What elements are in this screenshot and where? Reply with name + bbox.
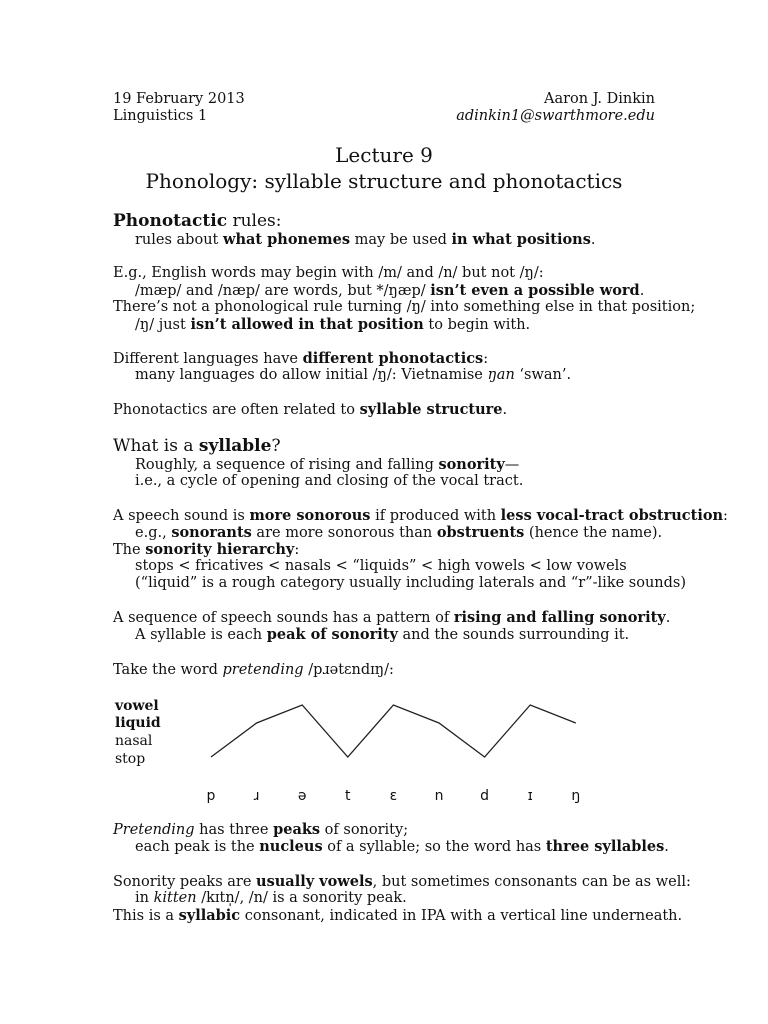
syllable-definition: Roughly, a sequence of rising and falling sonority—	[135, 456, 520, 473]
no-rule-line: There’s not a phonological rule turning /ŋ/ into something else in that position;	[113, 299, 696, 315]
hierarchy-heading: The sonority hierarchy:	[113, 541, 300, 558]
x-label-segment: ɛ	[389, 788, 398, 804]
lecture-topic: Phonology: syllable structure and phonotactics	[145, 169, 623, 193]
lecture-number: Lecture 9	[335, 143, 433, 167]
sonorous-definition: A speech sound is more sonorous if produced with less vocal-tract obstruction:	[113, 507, 728, 524]
peak-line: A syllable is each peak of sonority and the sounds surrounding it.	[135, 626, 630, 643]
sequence-line: A sequence of speech sounds has a pattern of rising and falling sonority.	[113, 609, 671, 626]
header-email: adinkin1@swarthmore.edu	[456, 108, 655, 124]
header-author: Aaron J. Dinkin	[544, 91, 655, 107]
x-label-segment: ə	[297, 788, 307, 804]
hierarchy-line: stops < fricatives < nasals < “liquids” < high vowels < low vowels	[135, 558, 627, 574]
y-label-nasal: nasal	[115, 733, 153, 749]
x-label-segment: n	[434, 788, 444, 804]
header-course: Linguistics 1	[113, 108, 208, 124]
nucleus-line: each peak is the nucleus of a syllable; so the word has three syllables.	[135, 838, 669, 855]
y-label-stop: stop	[115, 751, 146, 767]
not-allowed-line: /ŋ/ just isn’t allowed in that position to begin with.	[135, 316, 531, 333]
section-heading-syllable: What is a syllable?	[113, 436, 281, 456]
y-label-liquid: liquid	[115, 715, 161, 731]
different-languages-line: Different languages have different phonotactics:	[113, 350, 489, 367]
x-label-segment: ŋ	[571, 788, 581, 804]
sonority-line	[211, 705, 576, 757]
liquid-note: (“liquid” is a rough category usually including laterals and “r”-like sounds)	[135, 575, 687, 591]
x-label-segment: ɹ	[253, 788, 260, 804]
vietnamese-example: many languages do allow initial /ŋ/: Vietnamise ŋan ‘swan’.	[135, 367, 572, 383]
vocal-tract-line: i.e., a cycle of opening and closing of the vocal tract.	[135, 473, 524, 489]
kitten-example: in kitten /kɪtn̩/, /n/ is a sonority peak.	[135, 890, 407, 906]
x-label-segment: d	[480, 788, 490, 804]
phonotactic-definition: rules about what phonemes may be used in what positions.	[135, 231, 596, 248]
syllable-structure-line: Phonotactics are often related to syllable structure.	[113, 401, 508, 418]
three-peaks-line: Pretending has three peaks of sonority;	[113, 821, 409, 838]
section-heading-phonotactic: Phonotactic rules:	[113, 211, 282, 231]
usually-vowels-line: Sonority peaks are usually vowels, but sometimes consonants can be as well:	[113, 873, 691, 890]
x-label-segment: ɪ	[527, 788, 533, 804]
x-label-segment: t	[345, 788, 351, 804]
y-label-vowel: vowel	[115, 698, 159, 714]
sonorants-example: e.g., sonorants are more sonorous than obstruents (hence the name).	[135, 524, 663, 541]
header-date: 19 February 2013	[113, 91, 245, 107]
syllabic-consonant-line: This is a syllabic consonant, indicated in IPA with a vertical line underneath.	[113, 907, 683, 924]
take-word-line: Take the word pretending /pɹətɛndɪŋ/:	[113, 662, 394, 678]
english-example-words: /mæp/ and /næp/ are words, but */ŋæp/ isn’t even a possible word.	[135, 282, 645, 299]
x-label-segment: p	[206, 788, 216, 804]
english-example: E.g., English words may begin with /m/ and /n/ but not /ŋ/:	[113, 265, 544, 281]
